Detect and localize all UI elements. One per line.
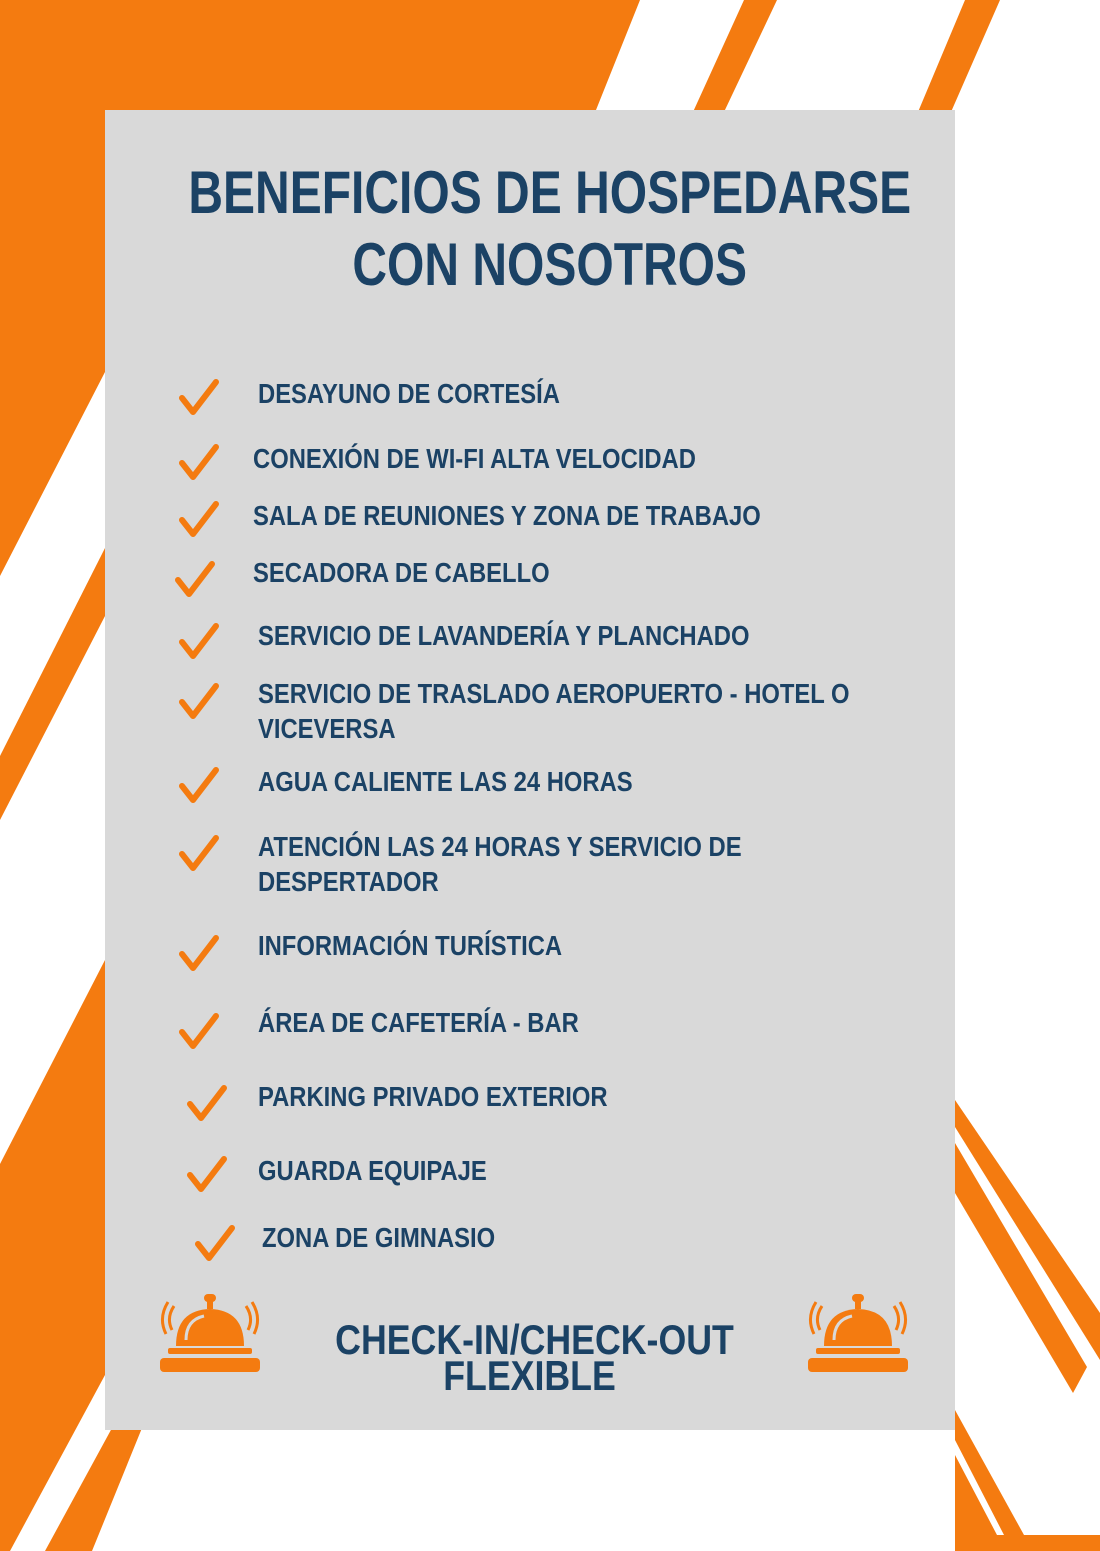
title-line-1: BENEFICIOS DE HOSPEDARSE — [188, 159, 912, 226]
service-bell-icon — [806, 1290, 910, 1374]
benefit-text: VICEVERSA — [258, 713, 396, 744]
checkmark-icon — [178, 1012, 220, 1050]
stripe-left-2 — [0, 960, 105, 1551]
benefit-text: GUARDA EQUIPAJE — [258, 1155, 487, 1186]
service-bell-icon — [158, 1290, 262, 1374]
benefit-text: SALA DE REUNIONES Y ZONA DE TRABAJO — [253, 500, 761, 531]
benefit-item — [258, 676, 850, 746]
checkmark-icon — [178, 766, 220, 804]
benefit-text: ATENCIÓN LAS 24 HORAS Y SERVICIO DE — [258, 831, 742, 862]
benefit-item — [258, 829, 742, 899]
benefit-text: SECADORA DE CABELLO — [253, 557, 550, 588]
checkmark-icon — [178, 934, 220, 972]
benefit-item — [253, 555, 550, 590]
title-line-2: CON NOSOTROS — [352, 231, 748, 298]
checkmark-icon — [178, 378, 220, 416]
checkmark-icon — [178, 682, 220, 720]
benefit-text: DESPERTADOR — [258, 866, 439, 897]
benefit-item — [258, 1079, 608, 1114]
checkmark-icon — [186, 1084, 228, 1122]
checkmark-icon — [186, 1155, 228, 1193]
benefit-item — [253, 498, 761, 533]
benefit-text: DESAYUNO DE CORTESÍA — [258, 378, 560, 409]
stripe-top-2 — [918, 0, 1000, 112]
benefit-item — [253, 441, 696, 476]
checkin-checkout-line-2: FLEXIBLE — [443, 1352, 617, 1399]
checkmark-icon — [178, 500, 220, 538]
checkmark-icon — [174, 560, 216, 598]
benefit-item — [258, 376, 560, 411]
stripe-right-thin — [955, 1100, 1100, 1360]
checkmark-icon — [178, 622, 220, 660]
checkmark-icon — [178, 834, 220, 872]
benefit-item — [258, 618, 749, 653]
checkmark-icon — [194, 1224, 236, 1262]
benefit-text: INFORMACIÓN TURÍSTICA — [258, 930, 563, 961]
benefit-text: ZONA DE GIMNASIO — [262, 1222, 496, 1253]
benefit-item — [258, 764, 633, 799]
benefit-text: SERVICIO DE LAVANDERÍA Y PLANCHADO — [258, 620, 750, 651]
benefit-text: CONEXIÓN DE WI-FI ALTA VELOCIDAD — [253, 443, 696, 474]
checkin-checkout-line-1: CHECK-IN/CHECK-OUT — [335, 1316, 734, 1363]
benefit-text: ÁREA DE CAFETERÍA - BAR — [258, 1007, 579, 1038]
stripe-left-1 — [0, 548, 105, 820]
benefit-item — [258, 1005, 579, 1040]
benefit-item — [258, 1153, 487, 1188]
benefit-text: SERVICIO DE TRASLADO AEROPUERTO - HOTEL O — [258, 678, 850, 709]
benefit-text: PARKING PRIVADO EXTERIOR — [258, 1081, 608, 1112]
benefit-item — [262, 1220, 495, 1255]
stripe-top-1 — [693, 0, 777, 112]
checkmark-icon — [178, 443, 220, 481]
benefit-text: AGUA CALIENTE LAS 24 HORAS — [258, 766, 633, 797]
benefit-item — [258, 928, 562, 963]
